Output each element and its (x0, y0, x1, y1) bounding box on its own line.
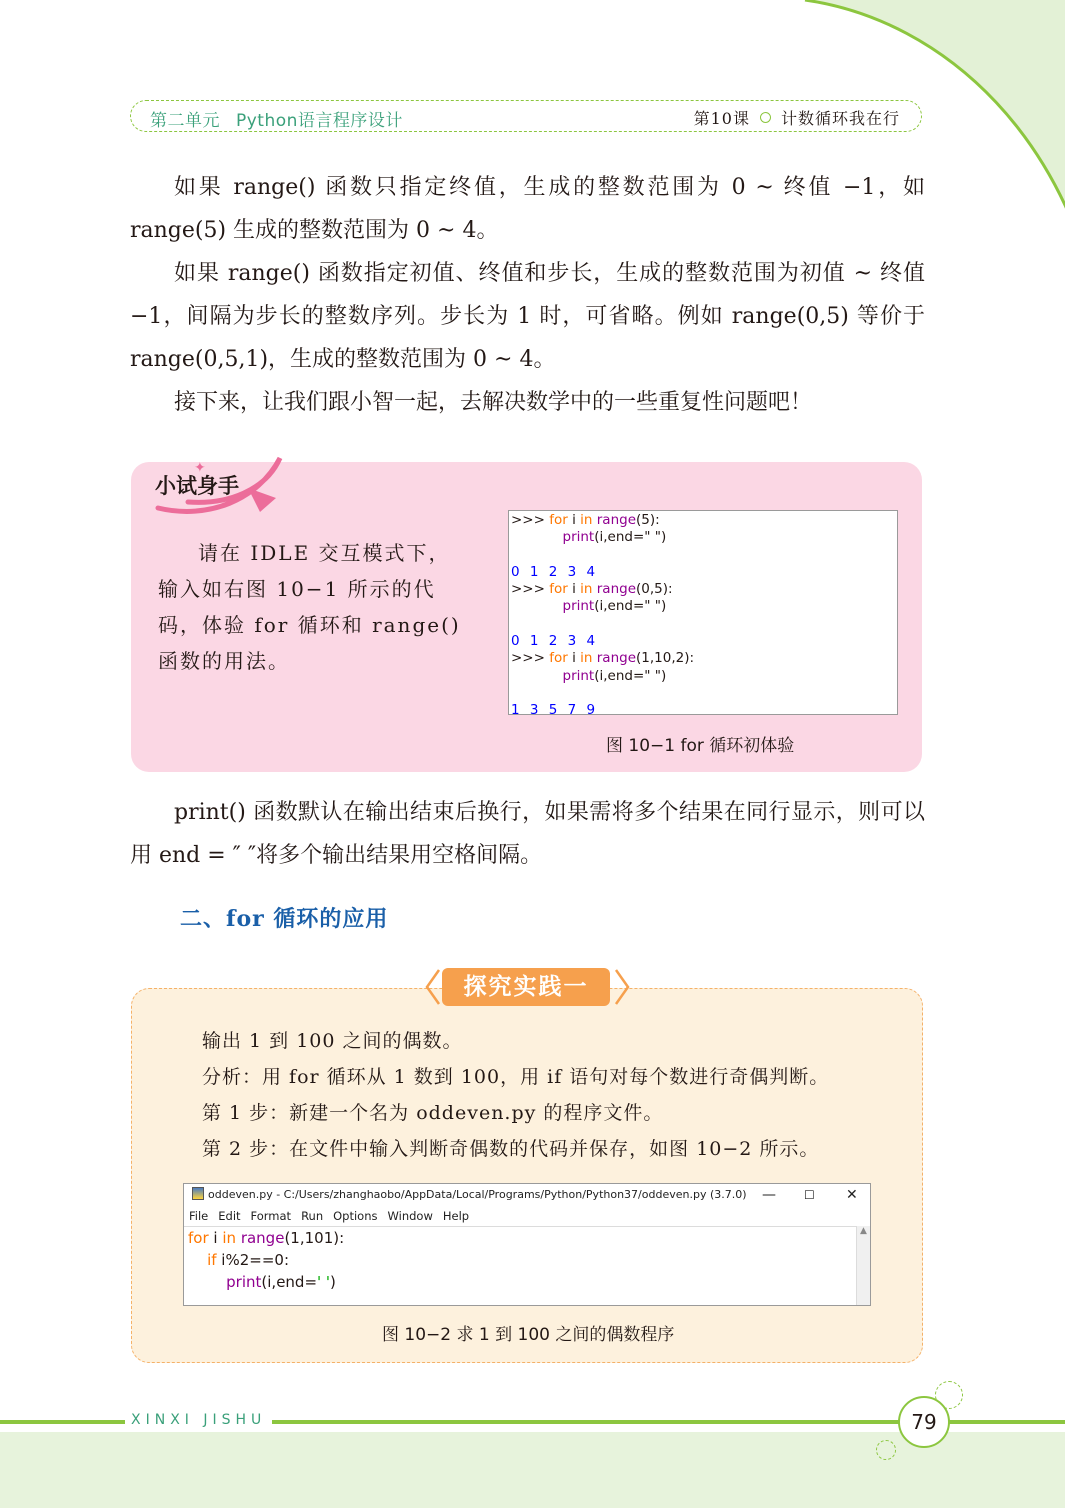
try-it-title: 小试身手 (155, 473, 239, 498)
minimize-icon[interactable]: — (762, 1187, 776, 1203)
menu-format[interactable]: Format (250, 1209, 292, 1223)
code-line: 0 1 2 3 4 (511, 563, 599, 580)
header-unit (150, 106, 403, 131)
idle-shell-code (508, 510, 898, 719)
lesson-title: 计数循环我在行 (780, 109, 900, 128)
scroll-up-icon[interactable]: ▲ (860, 1226, 867, 1236)
paragraph: 如果 range() 函数指定初值、终值和步长，生成的整数范围为初值 ~ 终值 −1，间隔为步长的整数序列。步长为 1 时，可省略。例如 range(0,5) 等价于 range(0,5,1)，生成的整数范围为 0 ~ 4。 (130, 261, 925, 372)
menu-run[interactable]: Run (301, 1209, 324, 1223)
menu-window[interactable]: Window (387, 1209, 433, 1223)
editor-code[interactable]: for i in range(1,101): if i%2==0: print(i,end=' ') (184, 1226, 856, 1293)
practice-line: 第 2 步：在文件中输入判断奇偶数的代码并保存，如图 10−2 所示。 (202, 1138, 820, 1160)
instructions-text: 请在 IDLE 交互模式下，输入如右图 10−1 所示的代码，体验 for 循环和 range()函数的用法。 (158, 541, 461, 673)
practice-line: 分析：用 for 循环从 1 数到 100，用 if 语句对每个数进行奇偶判断。 (202, 1066, 830, 1088)
code-line: 1 3 5 7 9 (511, 702, 599, 719)
header-lesson (694, 106, 900, 129)
circle-icon (760, 112, 771, 123)
code-line (511, 547, 897, 564)
paragraph: 接下来，让我们跟小智一起，去解决数学中的一些重复性问题吧！ (174, 390, 813, 415)
figure-caption: 图 10−2 求 1 到 100 之间的偶数程序 (382, 1325, 675, 1345)
unit-label: 第二单元 (150, 111, 220, 131)
menu-file[interactable]: File (189, 1209, 209, 1223)
scrollbar[interactable] (856, 1226, 870, 1305)
code-line: >>> for i in range(5): (511, 512, 660, 528)
intro-text (130, 166, 925, 424)
decor-circle (876, 1440, 896, 1460)
code-line: print(i,end=" ") (562, 667, 667, 684)
menu-edit[interactable]: Edit (218, 1209, 241, 1223)
try-it-instructions (158, 535, 468, 679)
paragraph: 如果 range() 函数只指定终值，生成的整数范围为 0 ~ 终值 −1，如 range(5) 生成的整数范围为 0 ~ 4。 (130, 175, 925, 243)
python-file-icon (192, 1187, 204, 1200)
code-line: print(i,end=" ") (562, 598, 667, 615)
section-title: 二、for 循环的应用 (180, 906, 389, 932)
print-text (130, 791, 925, 877)
menu-help[interactable]: Help (442, 1209, 470, 1223)
footer-band (0, 1432, 1065, 1508)
idle-editor-window (183, 1183, 871, 1306)
svg-text:✦: ✦ (194, 460, 206, 476)
practice-line: 第 1 步：新建一个名为 oddeven.py 的程序文件。 (202, 1102, 664, 1124)
footer-label: XINXI JISHU (125, 1412, 272, 1428)
code-line (511, 685, 897, 702)
window-titlebar (184, 1184, 870, 1206)
code-line: >>> for i in range(1,10,2): (511, 650, 695, 667)
lesson-label: 第10课 (693, 109, 750, 128)
unit-title: Python语言程序设计 (236, 111, 403, 131)
practice-text (202, 1023, 902, 1167)
figure-caption: 图 10−1 for 循环初体验 (606, 736, 795, 756)
code-line (511, 616, 897, 633)
paragraph: print() 函数默认在输出结束后换行，如果需将多个结果在同行显示，则可以用 end = ″ ″将多个输出结果用空格间隔。 (130, 800, 925, 868)
code-line: 0 1 2 3 4 (511, 633, 599, 650)
practice-badge: 探究实践一 (442, 968, 610, 1006)
close-icon[interactable]: ✕ (846, 1187, 858, 1203)
code-line: print(i,end=" ") (562, 529, 667, 546)
code-line: >>> for i in range(0,5): (511, 581, 673, 598)
window-title: oddeven.py - C:/Users/zhanghaobo/AppData/Local/Programs/Python/Python37/oddeven.py (3.7.0) (208, 1188, 747, 1201)
maximize-icon[interactable]: ☐ (804, 1188, 815, 1202)
menu-options[interactable]: Options (333, 1209, 378, 1223)
page-number: 79 (898, 1396, 950, 1448)
menu-bar (184, 1206, 870, 1226)
practice-line: 输出 1 到 100 之间的偶数。 (202, 1030, 463, 1052)
